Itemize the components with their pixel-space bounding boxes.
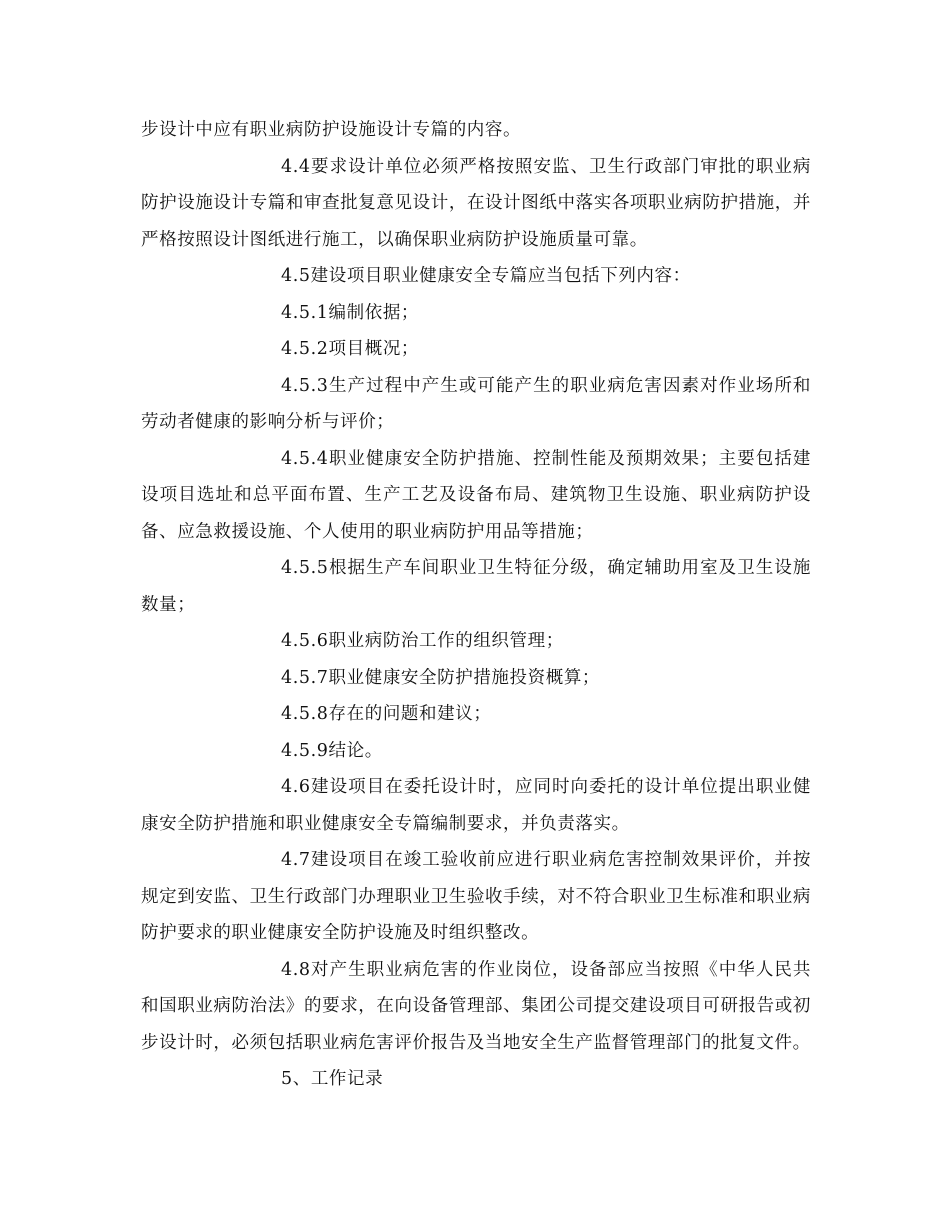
document-body <box>141 112 811 1098</box>
paragraph-4-8: 4.8对产生职业病危害的作业岗位，设备部应当按照《中华人民共和国职业病防治法》的要求，在向设备管理部、集团公司提交建设项目可研报告或初步设计时，必须包括职业病危害评价报告及当地安全生产监督管理部门的批复文件。 <box>141 959 811 1053</box>
paragraph-4-5-4: 4.5.4职业健康安全防护措施、控制性能及预期效果；主要包括建设项目选址和总平面布置、生产工艺及设备布局、建筑物卫生设施、职业病防护设备、应急救援设施、个人使用的职业病防护用品等措施； <box>141 448 811 542</box>
paragraph-4-5-5: 4.5.5根据生产车间职业卫生特征分级，确定辅助用室及卫生设施数量； <box>141 558 811 615</box>
paragraph-4-5: 4.5建设项目职业健康安全专篇应当包括下列内容： <box>281 266 691 286</box>
paragraph-4-5-2: 4.5.2项目概况； <box>281 339 420 359</box>
paragraph-4-5-9: 4.5.9结论。 <box>281 740 383 761</box>
section-heading-5: 5、工作记录 <box>281 1069 384 1089</box>
paragraph-4-5-1: 4.5.1编制依据； <box>281 302 420 323</box>
paragraph-4-6: 4.6建设项目在委托设计时，应同时向委托的设计单位提出职业健康安全防护措施和职业健康安全专篇编制要求，并负责落实。 <box>141 777 811 834</box>
paragraph-4-4: 4.4要求设计单位必须严格按照安监、卫生行政部门审批的职业病防护设施设计专篇和审查批复意见设计，在设计图纸中落实各项职业病防护措施，并严格按照设计图纸进行施工，以确保职业病防护设施质量可靠。 <box>141 156 811 250</box>
paragraph-4-5-7: 4.5.7职业健康安全防护措施投资概算； <box>281 667 601 688</box>
paragraph-4-5-3: 4.5.3生产过程中产生或可能产生的职业病危害因素对作业场所和劳动者健康的影响分析与评价； <box>141 375 811 432</box>
paragraph-4-5-6: 4.5.6职业病防治工作的组织管理； <box>281 631 564 651</box>
paragraph-4-5-8: 4.5.8存在的问题和建议； <box>281 704 492 724</box>
paragraph-4-7: 4.7建设项目在竣工验收前应进行职业病危害控制效果评价，并按规定到安监、卫生行政部门办理职业卫生验收手续，对不符合职业卫生标准和职业病防护要求的职业健康安全防护设施及时组织整改。 <box>141 850 811 943</box>
paragraph-continuation: 步设计中应有职业病防护设施设计专篇的内容。 <box>141 120 522 140</box>
